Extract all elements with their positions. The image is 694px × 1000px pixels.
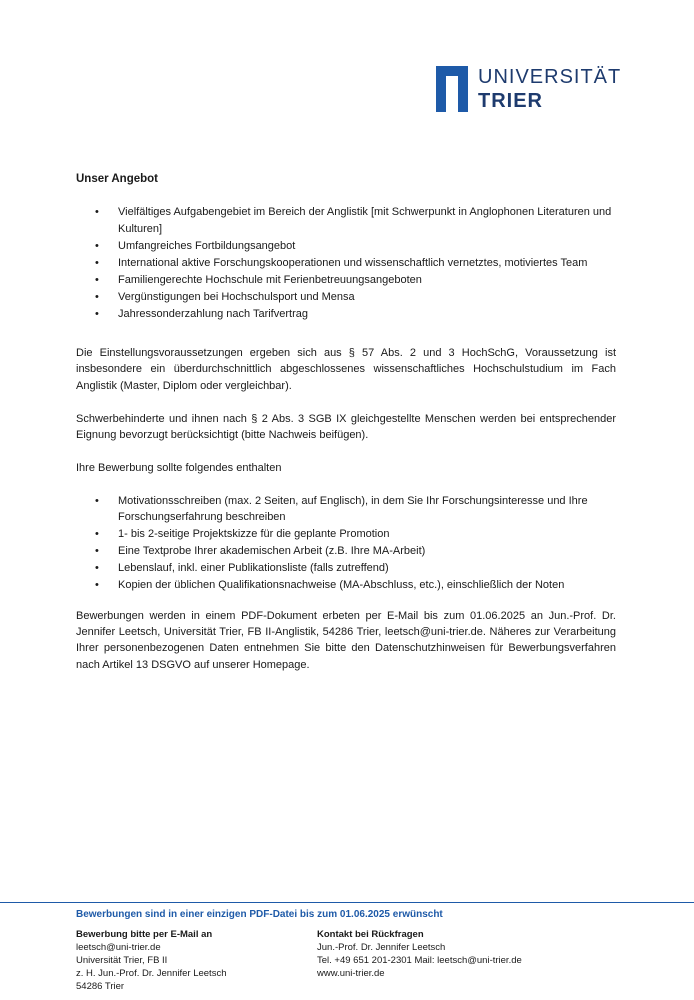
list-item: • Vielfältiges Aufgabengebiet im Bereich der Anglistik [mit Schwerpunkt in Anglophonen Literaturen und Kulturen] [76, 204, 616, 237]
footer-apply-block [76, 928, 226, 993]
university-logo [436, 66, 636, 114]
list-item: • Motivationsschreiben (max. 2 Seiten, auf Englisch), in dem Sie Ihr Forschungsinteresse und Ihre Forschungserfahrung beschreiben [76, 493, 616, 526]
list-item: • 1- bis 2-seitige Projektskizze für die geplante Promotion [76, 526, 616, 543]
list-item: • Jahressonderzahlung nach Tarifvertrag [76, 306, 616, 323]
offer-list [76, 204, 616, 322]
university-logo-icon [436, 66, 468, 112]
footer-website-link[interactable]: www.uni-trier.de [317, 968, 385, 979]
document-body [76, 172, 616, 673]
footer-apply-line: Universität Trier, FB II [76, 955, 168, 966]
logo-text-universitaet: UNIVERSITÄT [478, 66, 622, 88]
footer-apply-line: 54286 Trier [76, 981, 125, 992]
list-item: • International aktive Forschungskooperationen und wissenschaftlich vernetztes, motiviertes Team [76, 255, 616, 272]
footer-apply-line: z. H. Jun.-Prof. Dr. Jennifer Leetsch [76, 968, 227, 979]
list-item: • Familiengerechte Hochschule mit Ferienbetreuungsangeboten [76, 272, 616, 289]
footer-banner: Bewerbungen sind in einer einzigen PDF-Datei bis zum 01.06.2025 erwünscht [76, 909, 443, 920]
list-item: • Eine Textprobe Ihrer akademischen Arbeit (z.B. Ihre MA-Arbeit) [76, 543, 616, 560]
list-item: • Vergünstigungen bei Hochschulsport und Mensa [76, 289, 616, 306]
document-list [76, 493, 616, 594]
logo-text-trier: TRIER [478, 90, 543, 112]
footer-divider [0, 902, 694, 903]
footer-contact-title: Kontakt bei Rückfragen [317, 929, 424, 940]
list-item: • Kopien der üblichen Qualifikationsnachweise (MA-Abschluss, etc.), einschließlich der Noten [76, 577, 616, 594]
section-title: Unser Angebot [76, 173, 158, 185]
disability-paragraph: Schwerbehinderte und ihnen nach § 2 Abs. 3 SGB IX gleichgestellte Menschen werden bei entsprechender Eignung bevorzugt berücksichtigt (bitte Nachweis beifügen). [76, 412, 616, 442]
submission-paragraph: Bewerbungen werden in einem PDF-Dokument erbeten per E-Mail bis zum 01.06.2025 an Jun.-Prof. Dr. Jennifer Leetsch, Universität Trier, FB II-Anglistik, 54286 Trier, leetsch@uni-trier.de. Näheres zur Verarbeitung Ihrer personenbezogenen Daten entnehmen Sie bitte den Datenschutzhinweisen für Bewerbungsverfahren nach Artikel 13 DSGVO auf unserer Homepage. [76, 609, 616, 671]
footer-apply-email[interactable]: leetsch@uni-trier.de [76, 942, 161, 953]
list-item: • Umfangreiches Fortbildungsangebot [76, 238, 616, 255]
footer-contact-phone-mail[interactable]: Tel. +49 651 201-2301 Mail: leetsch@uni-trier.de [317, 955, 522, 966]
requirements-paragraph: Die Einstellungsvoraussetzungen ergeben sich aus § 57 Abs. 2 und 3 HochSchG, Voraussetzung ist insbesondere ein überdurchschnittlich abgeschlossenes wissenschaftliches Hochschulstudium im Fach Anglistik (Master, Diplom oder vergleichbar). [76, 347, 616, 392]
footer-apply-title: Bewerbung bitte per E-Mail an [76, 929, 213, 940]
application-intro: Ihre Bewerbung sollte folgendes enthalten [76, 462, 282, 475]
footer-contact-block [317, 928, 522, 980]
footer-contact-line: Jun.-Prof. Dr. Jennifer Leetsch [317, 942, 446, 953]
list-item: • Lebenslauf, inkl. einer Publikationsliste (falls zutreffend) [76, 560, 616, 577]
